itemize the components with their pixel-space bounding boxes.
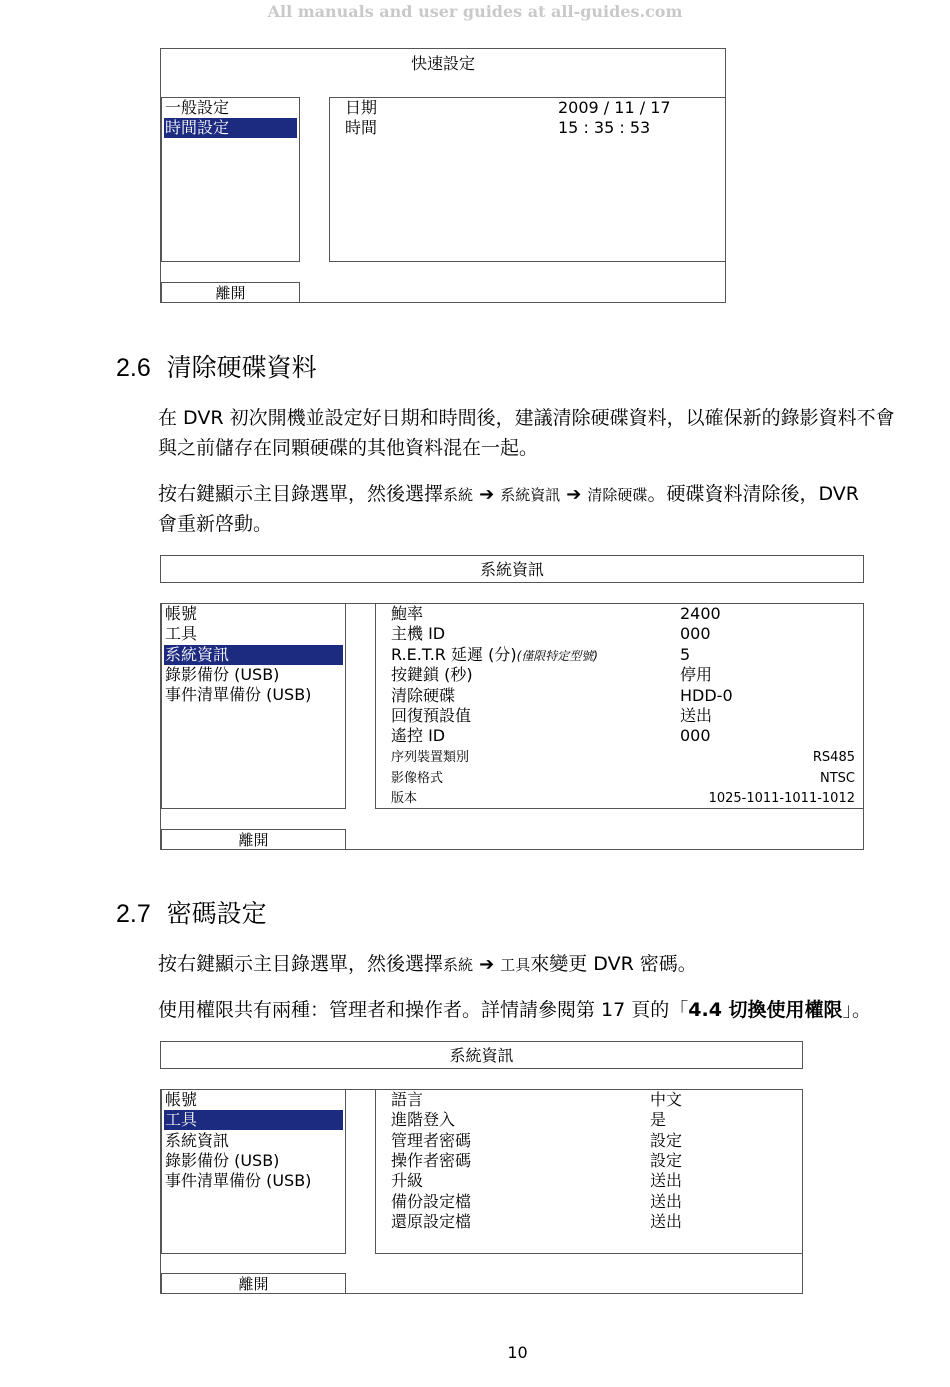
- setting-value: 1025-1011-1011-1012: [708, 791, 855, 806]
- paragraph: 會重新啓動。: [158, 513, 273, 535]
- panel-title: 快速設定: [410, 54, 475, 73]
- arrow-icon: ➔: [479, 484, 495, 505]
- watermark: All manuals and user guides at all-guides.com: [267, 2, 683, 21]
- exit-button[interactable]: [161, 829, 346, 850]
- text-run: 按右鍵顯示主目錄選單，然後選擇: [158, 953, 444, 975]
- menu-path-system: 系統: [443, 486, 474, 504]
- menu-item-record-backup[interactable]: 錄影備份 (USB): [165, 665, 280, 684]
- setting-value: RS485: [812, 750, 855, 765]
- setting-value[interactable]: 送出: [680, 706, 713, 725]
- quick-setup-panel: [160, 48, 726, 303]
- setting-label-text: R.E.T.R 延遲 (分): [391, 645, 517, 664]
- menu-path-system: 系統: [443, 956, 474, 974]
- setting-label: 版本: [391, 791, 418, 806]
- text-run: 」。: [842, 999, 872, 1021]
- menu-item-account[interactable]: 帳號: [165, 1090, 198, 1109]
- setting-value[interactable]: 停用: [680, 665, 713, 684]
- setting-value[interactable]: 000: [680, 624, 711, 643]
- setting-label: 鮑率: [391, 604, 424, 623]
- section-number: 2.7: [116, 900, 151, 928]
- menu-item-record-backup[interactable]: 錄影備份 (USB): [165, 1151, 280, 1170]
- setting-value[interactable]: 是: [650, 1110, 667, 1129]
- paragraph: [158, 949, 697, 980]
- paragraph: [158, 479, 859, 510]
- setting-value: NTSC: [820, 771, 855, 786]
- menu-item-tools[interactable]: 工具: [165, 624, 198, 643]
- section-title: 清除硬碟資料: [166, 353, 317, 382]
- setting-label: 主機 ID: [391, 624, 446, 643]
- settings-area: [329, 97, 726, 262]
- section-title: 密碼設定: [166, 899, 267, 928]
- section-heading-2-7: [116, 898, 267, 930]
- menu-list: [161, 603, 346, 809]
- title-underbar: [160, 582, 864, 604]
- menu-path-system-info: 系統資訊: [500, 486, 561, 504]
- setting-label: 備份設定檔: [391, 1192, 472, 1211]
- settings-area: [375, 603, 864, 809]
- paragraph: [158, 995, 871, 1025]
- setting-label: 遙控 ID: [391, 726, 446, 745]
- exit-button[interactable]: [161, 282, 300, 303]
- text-run: 。硬碟資料清除後，DVR: [647, 483, 859, 505]
- time-label: 時間: [345, 118, 378, 137]
- menu-item-time[interactable]: 時間設定: [164, 118, 297, 138]
- setting-label: 進階登入: [391, 1110, 456, 1129]
- setting-value[interactable]: 000: [680, 726, 711, 745]
- menu-item-system-info[interactable]: 系統資訊: [165, 1131, 230, 1150]
- exit-label: 離開: [238, 1275, 269, 1293]
- exit-button[interactable]: [161, 1273, 346, 1294]
- exit-label: 離開: [215, 284, 246, 302]
- setting-value[interactable]: 5: [680, 645, 691, 664]
- setting-label: 還原設定檔: [391, 1212, 472, 1231]
- setting-label: 操作者密碼: [391, 1151, 472, 1170]
- menu-item-system-info[interactable]: 系統資訊: [164, 645, 343, 665]
- setting-value[interactable]: 送出: [650, 1171, 683, 1190]
- menu-item-event-backup[interactable]: 事件清單備份 (USB): [165, 1171, 312, 1190]
- title-underbar: [160, 1068, 803, 1090]
- menu-item-account[interactable]: 帳號: [165, 604, 198, 623]
- setting-label: 影像格式: [391, 771, 444, 786]
- text-run: 使用權限共有兩種：管理者和操作者。詳情請參閱第 17 頁的「: [158, 999, 689, 1021]
- arrow-icon: ➔: [566, 484, 582, 505]
- paragraph: 與之前儲存在同顆硬碟的其他資料混在一起。: [158, 437, 539, 459]
- setting-label: [391, 645, 598, 666]
- setting-value[interactable]: HDD-0: [680, 686, 733, 705]
- menu-path-clear-hdd: 清除硬碟: [587, 486, 648, 504]
- panel-title: 系統資訊: [449, 1046, 514, 1065]
- settings-area: [375, 1089, 803, 1254]
- setting-label: 回復預設值: [391, 706, 472, 725]
- setting-label: 管理者密碼: [391, 1131, 472, 1150]
- text-run: 來變更 DVR 密碼。: [530, 953, 697, 975]
- paragraph: 在 DVR 初次開機並設定好日期和時間後，建議清除硬碟資料，以確保新的錄影資料不會: [158, 407, 895, 429]
- menu-item-tools[interactable]: 工具: [164, 1110, 343, 1130]
- setting-label: 升級: [391, 1171, 424, 1190]
- page-number: 10: [507, 1343, 528, 1362]
- time-value[interactable]: 15 : 35 : 53: [558, 118, 651, 137]
- setting-label: 語言: [391, 1090, 424, 1109]
- setting-label: 按鍵鎖 (秒): [391, 665, 473, 684]
- section-number: 2.6: [116, 354, 151, 382]
- arrow-icon: ➔: [479, 954, 495, 975]
- panel-title: 系統資訊: [479, 560, 544, 579]
- exit-label: 離開: [238, 831, 269, 849]
- menu-item-event-backup[interactable]: 事件清單備份 (USB): [165, 685, 312, 704]
- setting-label: 序列裝置類別: [391, 750, 470, 765]
- cross-reference: 4.4 切換使用權限: [688, 999, 843, 1021]
- menu-path-tools: 工具: [500, 956, 531, 974]
- setting-value[interactable]: 送出: [650, 1212, 683, 1231]
- menu-list: [161, 97, 300, 262]
- setting-value[interactable]: 設定: [650, 1151, 683, 1170]
- setting-value[interactable]: 中文: [650, 1090, 683, 1109]
- menu-item-general[interactable]: 一般設定: [165, 98, 230, 117]
- section-heading-2-6: [116, 352, 317, 384]
- setting-value[interactable]: 2400: [680, 604, 721, 623]
- setting-value[interactable]: 設定: [650, 1131, 683, 1150]
- tools-panel: [160, 1041, 803, 1294]
- setting-label: 清除硬碟: [391, 686, 456, 705]
- date-value[interactable]: 2009 / 11 / 17: [558, 98, 671, 117]
- setting-value[interactable]: 送出: [650, 1192, 683, 1211]
- text-run: 按右鍵顯示主目錄選單，然後選擇: [158, 483, 444, 505]
- menu-list: [161, 1089, 346, 1254]
- setting-note: (僅限特定型號): [516, 649, 598, 663]
- system-info-panel: [160, 555, 864, 850]
- date-label: 日期: [345, 98, 378, 117]
